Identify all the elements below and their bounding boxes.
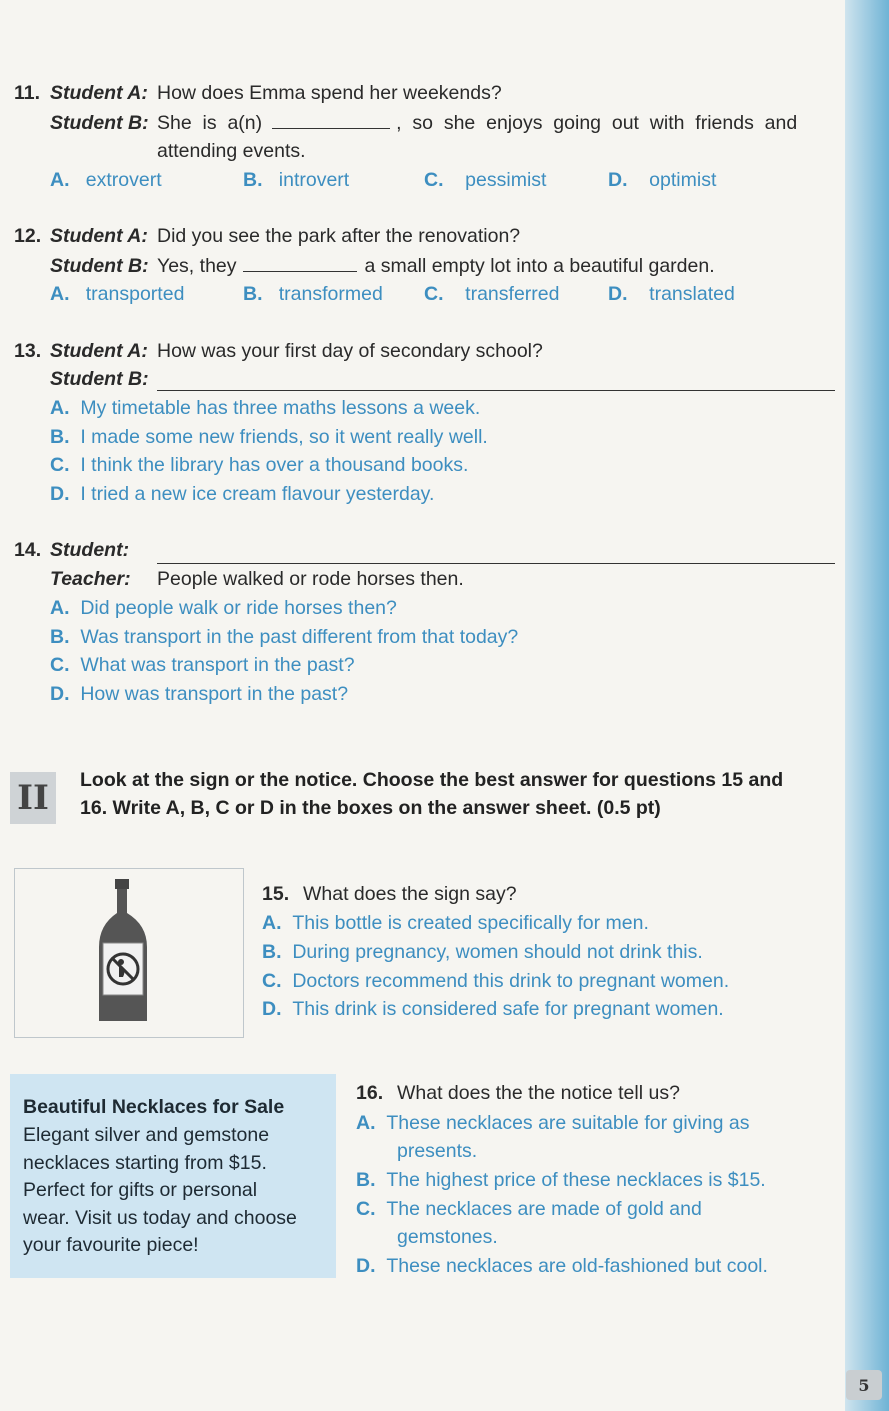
notice-body: Elegant silver and gemstone necklaces starting from $15. Perfect for gifts or personal wear. Visit us today and choose your favourite piece! [23,1124,297,1256]
q12-option-c: C. transferred [424,283,560,305]
section-instruction-line1: Look at the sign or the notice. Choose the best answer for questions 15 and [80,769,784,791]
q11-option-c: C. pessimist [424,169,547,191]
q13-option-c: C. I think the library has over a thousand books. [50,454,469,476]
q11-speaker-a: Student A: [50,82,148,104]
q11-speaker-a-row [50,82,148,105]
q14-option-a: A. Did people walk or ride horses then? [50,597,397,619]
q11-number: 11. [14,82,41,104]
q11-option-b: B. introvert [243,169,350,191]
q16-option-a-line2: presents. [397,1140,478,1162]
q11-line-a [14,82,40,105]
q12-question: Did you see the park after the renovation? [157,225,521,247]
q12-blank [243,271,357,272]
q13-option-d: D. I tried a new ice cream flavour yesterday. [50,483,435,505]
q12-option-d: D. translated [608,283,735,305]
q12-speaker-a: Student A: [50,225,148,247]
q13-speaker-a: Student A: [50,340,148,362]
q12-option-a: A. transported [50,283,185,305]
q15-option-b: B. During pregnancy, women should not drink this. [262,941,703,963]
q11-answer-line2: attending events. [157,140,306,162]
q16-option-a: A. These necklaces are suitable for giving as [356,1112,750,1134]
q16-option-b: B. The highest price of these necklaces is $15. [356,1169,766,1191]
q13-option-b: B. I made some new friends, so it went really well. [50,426,488,448]
q14-teacher-line: People walked or rode horses then. [157,568,464,590]
sign-image [14,868,244,1038]
q13-question: How was your first day of secondary school? [157,340,543,362]
q11-question: How does Emma spend her weekends? [157,82,502,104]
q12-speaker-b: Student B: [50,255,149,277]
q16-option-c: C. The necklaces are made of gold and [356,1198,702,1220]
q13-number: 13. [14,340,42,362]
q11-blank [272,128,390,129]
no-pregnant-drinking-bottle-icon [15,869,243,1037]
page-number: 5 [846,1370,882,1400]
q15-question: What does the sign say? [303,883,517,905]
q14-option-d: D. How was transport in the past? [50,683,349,705]
q16-number: 16. [356,1082,384,1104]
q16-question: What does the the notice tell us? [397,1082,680,1104]
q16-option-c-line2: gemstones. [397,1226,498,1248]
q14-speaker-b: Teacher: [50,568,131,590]
q12-number: 12. [14,225,42,247]
q13-answer-line [157,368,835,391]
q15-option-c: C. Doctors recommend this drink to pregnant women. [262,970,730,992]
q14-answer-line [157,539,835,564]
notice-box [10,1074,336,1278]
q14-option-b: B. Was transport in the past different from that today? [50,626,519,648]
q13-speaker-b: Student B: [50,368,149,390]
section-badge: II [10,772,56,824]
q13-option-a: A. My timetable has three maths lessons a week. [50,397,481,419]
q11-speaker-b: Student B: [50,112,149,134]
notice-title: Beautiful Necklaces for Sale [23,1096,285,1118]
q14-speaker-a: Student: [50,539,130,561]
q15-option-d: D. This drink is considered safe for pregnant women. [262,998,724,1020]
q11-option-a: A. extrovert [50,169,162,191]
q15-number: 15. [262,883,290,905]
q12-option-b: B. transformed [243,283,383,305]
q16-option-d: D. These necklaces are old-fashioned but cool. [356,1255,768,1277]
q14-number: 14. [14,539,42,561]
q15-option-a: A. This bottle is created specifically for men. [262,912,649,934]
q11-answer: She is a(n) , so she enjoys going out with friends and [157,112,798,134]
q12-answer: Yes, they a small empty lot into a beautiful garden. [157,255,715,277]
q11-option-d: D. optimist [608,169,717,191]
section-instruction-line2: 16. Write A, B, C or D in the boxes on the answer sheet. (0.5 pt) [80,797,661,819]
q14-option-c: C. What was transport in the past? [50,654,355,676]
